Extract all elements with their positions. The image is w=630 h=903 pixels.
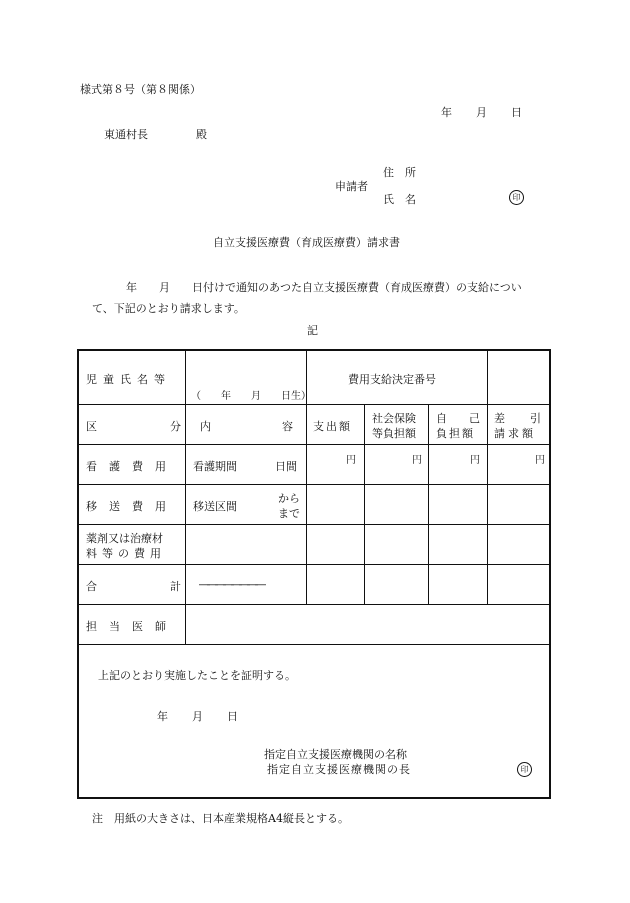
nursing-period-label: 看護期間 <box>193 460 237 473</box>
date-month: 月 <box>476 106 487 119</box>
category-header-2: 分 <box>170 420 181 433</box>
nursing-days-unit: 日間 <box>275 460 297 473</box>
ki-heading: 記 <box>307 324 318 337</box>
social-insurance-header-2: 等負担額 <box>372 427 416 440</box>
medicine-cost-label-1: 薬剤又は治療材 <box>86 532 163 545</box>
self-burden-header-1: 自 己 <box>436 412 480 425</box>
birth-date-note: （ 年 月 日生） <box>191 391 311 402</box>
expense-header: 支出額 <box>313 420 352 433</box>
nursing-cost-label: 看護費用 <box>86 460 178 473</box>
institution-head-label: 指定自立支援医療機関の長 <box>267 763 411 776</box>
child-name-label: 児童氏名等 <box>86 373 171 386</box>
transport-from: から <box>278 492 300 505</box>
addressee-name: 東通村長 <box>104 128 148 141</box>
net-claim-header-2: 請求額 <box>494 427 536 440</box>
attending-doctor-label: 担当医師 <box>86 620 178 633</box>
self-burden-header-2: 負担額 <box>436 427 475 440</box>
yen-self: 円 <box>470 455 480 466</box>
cert-date-month: 月 <box>192 710 203 723</box>
paper-size-note: 注 用紙の大きさは、日本産業規格A4縦長とする。 <box>92 812 349 825</box>
total-dash: ―――――――― <box>199 578 263 591</box>
social-insurance-header-1: 社会保険 <box>372 412 416 425</box>
yen-claim: 円 <box>535 455 545 466</box>
transport-to: まで <box>278 507 300 520</box>
date-year: 年 <box>441 106 452 119</box>
transport-cost-label: 移送費用 <box>86 500 178 513</box>
date-day: 日 <box>511 106 522 119</box>
applicant-label: 申請者 <box>335 180 368 193</box>
yen-social: 円 <box>412 455 422 466</box>
institution-seal-icon: 印 <box>517 762 532 777</box>
form-number: 様式第８号（第８関係） <box>80 83 201 96</box>
intro-line-1: 年 月 日付けで通知のあつた自立支援医療費（育成医療費）の支給につい <box>126 281 522 294</box>
applicant-seal-icon: 印 <box>509 190 524 205</box>
category-header-1: 区 <box>86 420 97 433</box>
addressee-honorific: 殿 <box>196 128 207 141</box>
certification-text: 上記のとおり実施したことを証明する。 <box>98 669 296 682</box>
total-label-2: 計 <box>170 580 181 593</box>
content-header-2: 容 <box>282 420 293 433</box>
yen-expense: 円 <box>346 455 356 466</box>
content-header-1: 内 <box>200 420 211 433</box>
decision-number-label: 費用支給決定番号 <box>348 373 436 386</box>
medicine-cost-label-2: 料等の費用 <box>86 547 166 560</box>
net-claim-header-1: 差 引 <box>494 412 542 425</box>
total-label-1: 合 <box>86 580 97 593</box>
applicant-name-label: 氏 名 <box>383 193 416 206</box>
transport-section-label: 移送区間 <box>193 500 237 513</box>
cert-date-day: 日 <box>227 710 238 723</box>
institution-name-label: 指定自立支援医療機関の名称 <box>264 748 407 761</box>
intro-line-2: て、下記のとおり請求します。 <box>92 302 245 315</box>
applicant-address-label: 住 所 <box>383 166 416 179</box>
cert-date-year: 年 <box>157 710 168 723</box>
document-title: 自立支援医療費（育成医療費）請求書 <box>213 236 400 249</box>
